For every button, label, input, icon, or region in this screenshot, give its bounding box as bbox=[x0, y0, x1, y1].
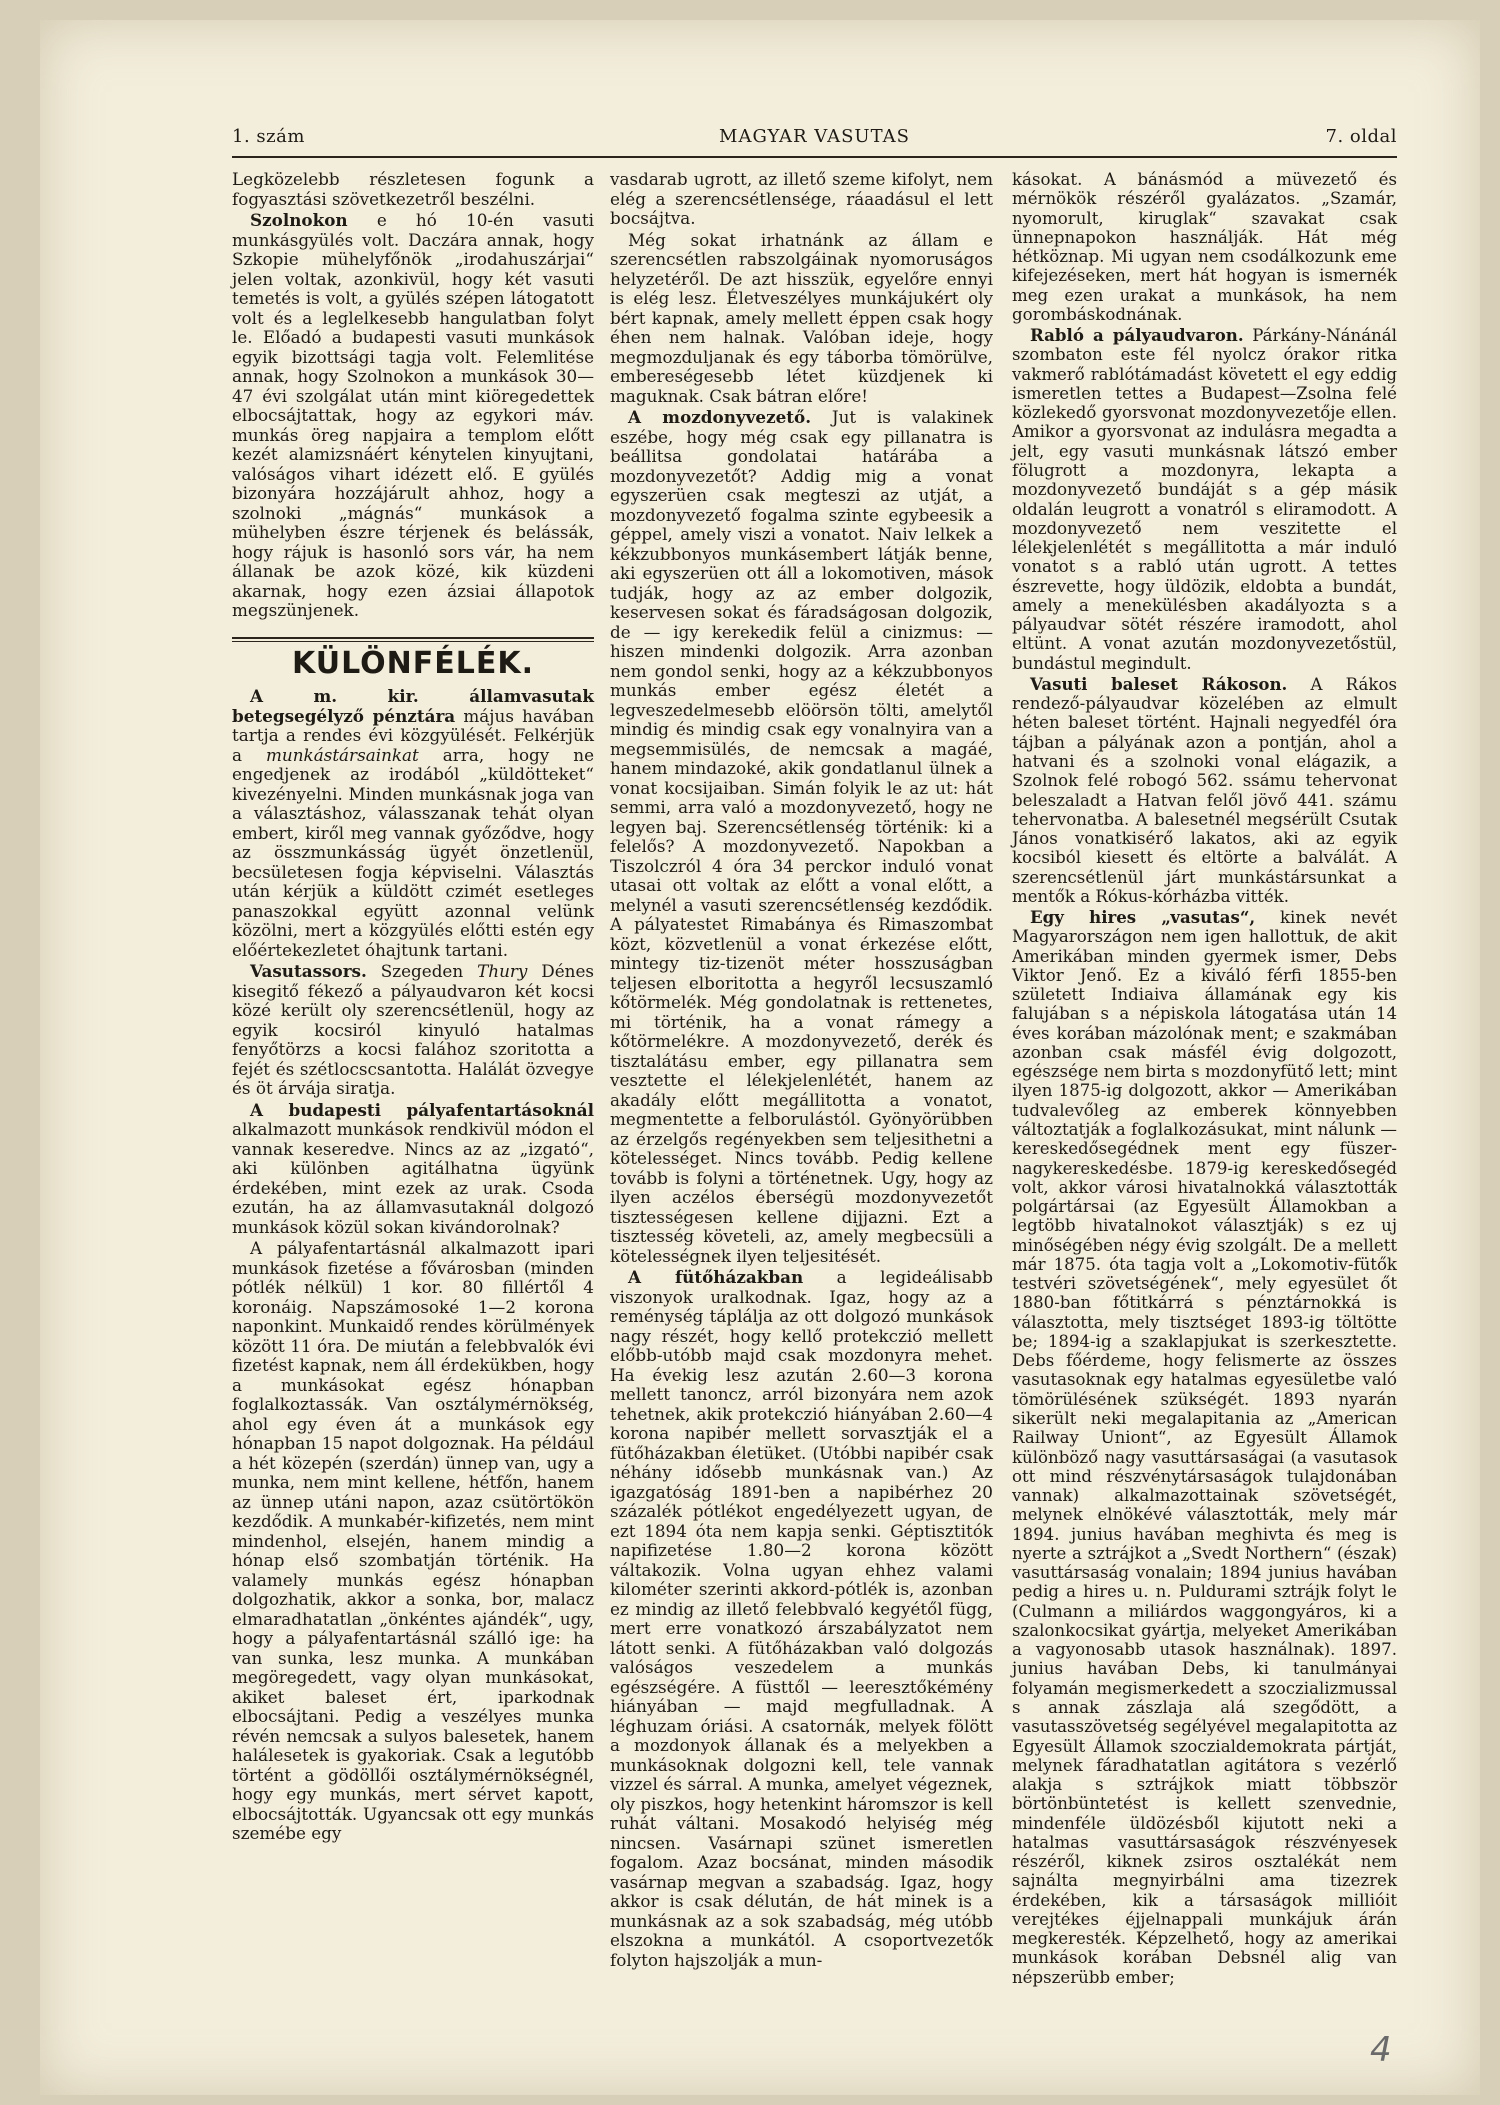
paragraph: A pályafentartásnál alkalmazott ipari munkások fizetése a fővárosban (minden pótlék nélkül) 1 kor. 80 fillértől 4 koronáig. Napszámosoké 1—2 korona naponkint. Munkaidő rendes körülmények között 11 óra. De miután a felebbvalók évi fizetést kapnak, nem áll érdekükben, hogy a munkásokat egész hónapban foglalkoztassák. Van osztálymérnökség, ahol egy éven át a munkások egy hónapban 15 napot dolgoznak. Ha például a hét közepén (szerdán) ünnep van, ugy a munka, nem mint kellene, hétfőn, hanem az ünnep utáni napon, azaz csütörtökön kezdődik. A munkabér-kifizetés, nem mint mindenhol, elsején, hanem mindig a hónap első szombatján történik. Ha valamely munkás egész hónapban dolgozhatik, akkor a sonka, bor, malacz elmaradhatatlan „önkéntes ajándék“, ugy, hogy a pályafentartásnál szálló ige: ha van sunka, lesz munka. A munkában megöregedett, vagy olyan munkásokat, akiket baleset ért, iparkodnak elbocsájtani. Pedig a veszélyes munka révén nemcsak a sulyos balesetek, hanem halálesetek is gyakoriak. Csak a legutóbb történt a gödöllői osztálymérnökségnél, hogy egy munkás, mert sérvet kapott, elbocsájtották. Ugyancsak ott egy munkás szemébe egy bbox=[232, 1238, 594, 1843]
column-2 bbox=[610, 170, 993, 1972]
article-text: Párkány-Nánánál szombaton este fél nyolcz órakor ritka vakmerő rablótámadást követett el egy eddig ismeretlen tettes a Budapest—Zsolna felé közlekedő gyorsvonat mozdonyvezetője ellen. Amikor a gyorsvonat az indulásra megadta a jelt, egy vasuti munkásnak látszó ember fölugrott a mozdonyra, lekapta a mozdonyvezető bundáját s a gép másik oldalán leugrott a vonatról s eliramodott. A mozdonyvezető nem veszitette el lélekjelenlétét s megállitotta a már induló vonatot s a rabló után ugrott. A tettes észrevette, hogy üldözik, eldobta a bundát, amely a menekülésben akadályozta s a pályaudvar sötét részére iramodott, ahol eltünt. A vonat azután mozdonyvezetőstül, bundástul megindult. bbox=[1012, 326, 1397, 673]
page-header bbox=[232, 126, 1397, 158]
newspaper-title: MAGYAR VASUTAS bbox=[719, 126, 910, 147]
article-text: Szegeden bbox=[366, 961, 478, 981]
issue-number: 1. szám bbox=[232, 126, 305, 147]
article-text: Jut is valakinek eszébe, hogy még csak egy pillanatra is beállitsa gondolatai határába a mozdonyvezetőt? Addig mig a vonat egyszerüen csak megteszi az utját, a mozdonyvezető fogalma szinte egybeesik a géppel, amely viszi a vonatot. Naiv lelkek a kékzubbonyos munkásembert látják benne, aki egyszerüen ott áll a lokomotiven, mások tudják, hogy az az ember dolgozik, keservesen sokat és fáradságosan dolgozik, de — igy kerekedik felül a cinizmus: — hiszen mindenki dolgozik. Arra azonban nem gondol senki, hogy az a kékzubbonyos munkás ember egész életét a legveszedelmesebb elöörsön tölti, amelytől mindig és mindig csak egy vonalnyira van a megsemmisülés, de nemcsak a magáé, hanem mindazoké, akik gondatlanul ülnek a vonat kocsijaiban. Simán folyik le az ut: hát semmi, arra való a mozdonyvezető, hogy ne legyen baj. Szerencsétlenség történik: ki a felelős? A mozdonyvezető. Napokban a Tiszolczról 4 óra 34 perckor induló vonat utasai ott voltak az előtt a vonal előtt, a melynél a vasuti szerencsétlenség kezdődik. A pályatestet Rimabánya és Rimaszombat közt, közvetlenül a vonat érkezése előtt, mintegy tiz-tizenöt méter hosszuságban teljesen elboritotta a hegyről lecsuszamló kőtörmelék. Még gondolatnak is rettenetes, mi történik, ha a vonat rámegy a kőtörmelékre. A mozdonyvezető, derék és tisztalátásu ember, egy pillanatra sem vesztette el lélekjelenlétét, hanem az akadály előtt megállitotta a vonatot, megmentette a felborulástól. Gyönyörübben az érzelgős regényekben sem teljesithetni a kötelességet. Nincs tovább. Pedig kellene tovább is folyni a történetnek. Ugy, hogy az ilyen aczélos éberségü mozdonyvezetőt tisztességesen kellene dijjazni. Ezt a tisztesség követeli, az, amely megbecsüli a kötelességnek ilyen teljesitését. bbox=[610, 407, 994, 1266]
article-text: A Rákos rendező-pályaudvar közelében az elmult héten baleset történt. Hajnali negyedfél óra tájban a pályának azon a pontján, ahol a hatvani és a szolnoki vonal elágazik, a Szolnok felé robogó 562. ssámu tehervonat beleszaladt a Hatvan felől jövő 441. számu tehervonatba. A balesetnél megsérült Csutak János vonatkisérő lakatos, aki az egyik kocsiból kiesett és eltörte a balválát. A szerencsétlenül járt munkástársunkat a mentők a Rókus-kórházba vitték. bbox=[1012, 674, 1397, 906]
article-text: Dénes kisegitő fékező a pályaudvaron két kocsi közé került oly szerencsétlenül, hogy az egyik kocsiról kinyuló hatalmas fenyőtörzs a kocsi falához szoritotta a fejét és szétlocscsantotta. Halálát özvegye és öt árvája siratja. bbox=[232, 961, 594, 1098]
article-text: május havában tartja a rendes évi közgyülését. Felkérjük a bbox=[232, 705, 595, 765]
article-lead: A fütőházakban bbox=[628, 1267, 804, 1287]
article-text: a legideálisabb viszonyok uralkodnak. Igaz, hogy az a reménység táplálja az ott dolgozó munkások nagy részét, hogy kellő protekczió mellett előbb-utóbb majd csak mozdonyra mehet. Ha évekig lesz azután 2.60—3 korona mellett tanoncz, arról bizonyára nem azok tehetnek, akik protekczió hiányában 2.60—4 korona napibér mellett sorvasztják el a fütőházakban életüket. (Utóbbi napibér csak néhány idősebb munkásnak van.) Az igazgatóság 1891-ben a napibérhez 20 százalék pótlékot engedélyezett ugyan, de ezt 1894 óta nem kapja senki. Géptisztitók napifizetése 1.80—2 korona között váltakozik. Volna ugyan ehhez valami kilométer szerinti akkord-pótlék is, azonban ez mindig az illető felebbvaló kegyétől függ, mert erre vonatkozó árszabályzatot nem látott senki. A fütőházakban való dolgozás valóságos veszedelem a munkás egészségére. A füsttől — leeresztőkémény hiányában — majd megfulladnak. A léghuzam óriási. A csatornák, melyek fölött a mozdonyok állanak és a melyekben a munkásoknak dolgozni kell, tele vannak vizzel és sárral. A munka, amelyet végeznek, oly piszkos, hogy hetenkint háromszor is kell ruhát váltani. Mosakodó helyiség még nincsen. Vasárnapi szünet ismeretlen fogalom. Azaz bocsánat, minden második vasárnap megvan a szabadság. Igaz, hogy akkor is csak délután, de hát minek is a munkásnak az a sok szabadság, még utóbb elszokna a munkától. A csoportvezetők folyton hajszolják a mun- bbox=[610, 1267, 993, 1970]
pencil-page-mark: 4 bbox=[1370, 2030, 1392, 2070]
article-betegsegelyzo bbox=[232, 687, 594, 960]
section-title: KÜLÖNFÉLÉK. bbox=[292, 645, 534, 681]
paragraph: Még sokat irhatnánk az állam e szerencsétlen rabszolgáinak nyomoruságos helyzetéről. De azt hisszük, egyelőre ennyi is elég lesz. Életveszélyes munkájukért oly bért kapnak, amely mellett éppen csak hogy éhen nem halnak. Valóban ideje, hogy megmozduljanak és egy táborba tömörülve, embereségesebb létet küzdjenek ki maguknak. Csak bátran előre! bbox=[610, 229, 993, 406]
article-lead: Szolnokon bbox=[250, 210, 348, 230]
article-text: arra, hogy ne engedjenek az irodából „küldötteket“ kivezényelni. Minden munkásnak joga van a választáshoz, válasszanak tehát olyan embert, kiről meg vannak győződve, hogy az összmunkásság ügyét önzetlenül, becsületesen fogja képviselni. Választás után kérjük a küldött czimét esetleges panaszokkal együtt azonnal velünk közölni, mert a közgyülés előtti estén egy előértekezletet óhajtunk tartani. bbox=[232, 744, 595, 960]
paragraph: kásokat. A bánásmód a müvezető és mérnökök részéről gyalázatos. „Szamár, nyomorult, kiruglak“ szavakat csak ünnepnapokon használják. Hát még hétköznap. Mi ugyan nem csodálkozunk eme kifejezéseken, mert hát hogyan is ismernék meg ezen urakat a munkások, ha nem gorombáskodnának. bbox=[1012, 170, 1397, 324]
article-lead: Egy hires „vasutas“, bbox=[1030, 907, 1256, 928]
article-szolnok bbox=[232, 211, 594, 621]
article-rablo bbox=[1012, 326, 1397, 673]
article-lead: Vasutassors. bbox=[250, 961, 367, 981]
column-1 bbox=[232, 170, 594, 1846]
article-text: e hó 10-én vasuti munkásgyülés volt. Daczára annak, hogy Szkopie mühelyfőnök „irodahuszárjai“ jelen voltak, azonkivül, hogy két vasuti temetés is volt, a gyülés szépen látogatott volt és a leglelkesebb hangulatban folyt le. Előadó a budapesti vasuti munkások egyik bizottsági tagja volt. Felemlitése annak, hogy Szolnokon a munkások 30—47 évi szolgálat után mint kiöregedettek elbocsájtattak, hogy az egykori máv. munkás öreg napjaira a templom előtt kezét alamizsnáért kénytelen kinyujtani, valóságos vihart idézett elő. E gyülés bizonyára hozzájárult ahhoz, hogy a szolnoki „mágnás“ munkások a mühelyben észre térjenek és belássák, hogy rájuk is hasonló sors vár, ha nem állanak be azok közé, kik küzdeni akarnak, hogy ezen ázsiai állapotok megszünjenek. bbox=[232, 210, 594, 620]
article-debs bbox=[1012, 908, 1397, 1987]
paragraph: vasdarab ugrott, az illető szeme kifolyt, nem elég a szerencsétlensége, ráaadásul el lett bocsájtva. bbox=[610, 169, 993, 228]
column-3 bbox=[1012, 170, 1397, 1989]
page-number: 7. oldal bbox=[1325, 126, 1397, 147]
article-lead: A mozdonyvezető. bbox=[628, 407, 812, 427]
article-vasutassors bbox=[232, 962, 594, 1099]
article-text: alkalmazott munkások rendkivül módon el vannak keseredve. Nincs az az „izgató“, aki különben agitálhatna ügyünk érdekében, mint ezek az urak. Csoda ezután, ha az államvasutaknál dolgozó munkások közül sokan kivándorolnak? bbox=[232, 1119, 594, 1237]
article-mozdonyvezeto bbox=[610, 408, 993, 1266]
article-lead: A m. kir. államvasutak betegsegélyző pénztára bbox=[232, 686, 594, 726]
paragraph: Legközelebb részletesen fogunk a fogyasztási szövetkezetről beszélni. bbox=[232, 169, 594, 209]
article-lead: Vasuti baleset Rákoson. bbox=[1030, 673, 1288, 694]
article-futohazak bbox=[610, 1268, 993, 1970]
article-palyafentartas bbox=[232, 1101, 594, 1238]
article-lead: Rabló a pályaudvaron. bbox=[1030, 325, 1244, 346]
article-text: kinek nevét Magyarországon nem igen hallottuk, de akit Amerikában minden gyermek ismer, Debs Viktor Jenő. Ez a kiváló férfi 1855-ben született Indiaiva államának egy kis falujában s a népiskola látogatása után 14 éves korában mázolónak ment; e szakmában azonban csak másfél évig dolgozott, egészsége nem birta s mozdonyfütő lett; mint ilyen 1875-ig dolgozott, akkor — Amerikában tudvalevőleg az emberek könnyebben változtatják a foglalkozásukat, mint nálunk — kereskedősegédnek ment egy füszer-nagykereskedésbe. 1879-ig kereskedősegéd volt, akkor városi hivatalnokká választották polgártársai (az Egyesült Államokban a legtöbb hivatalnokot választják) s ez uj minőségében négy évig szolgált. De a mellett már 1875. óta tagja volt a „Lokomotiv-fütők testvéri szövetségének“, mely egyesület őt 1880-ban főtitkárrá s pénztárnokká is választotta, mely tisztséget 1893-ig töltötte be; 1894-ig a szaklapjukat is szerkesztette. Debs főérdeme, hogy felismerte az összes vasutasoknak egy hatalmas egyesületbe való tömörülésének szükségét. 1893 nyarán sikerült neki megalapitania az „American Railway Uniont“, az Egyesült Államok különböző nagy vasuttársaságai (a vasutasok ott mind részvénytársaságok tulajdonában vannak) alkalmazottainak szövetségét, melynek elnökévé választották, mely már 1894. junius havában meghivta és meg is nyerte a sztrájkot a „Svedt Northern“ (észak) vasuttársaság vonalain; 1894 junius havában pedig a hires u. n. Puldurami sztrájk folyt le (Culmann a miliárdos waggongyáros, ki a szalonkocsikat gyártja, melyeket Amerikában a vagyonosabb utasok használnak). 1897. junius havában Debs, ki tanulmányai folyamán megismerkedett a szoczializmussal s annak zászlaja alá szegődött, a vasutasszövetség segélyével megalapitotta az Egyesült Államok szoczialdemokrata pártját, melynek fáradhatatlan agitátora s vezérlő alakja s sztrájkok miatt többször börtönbüntetést is kellett szenvednie, mindenféle üldözésből kijutott neki a hatalmas vasuttársaságok részvényesek részéről, kiknek zsiros osztalékát nem sajnálta megnyirbálni ama tizezrek érdekében, kik a társaságok millióit verejtékes éjjelnappali munkájuk árán megkeresték. Képzelhető, hogy az amerikai munkások korában Debsnél alig van népszerübb ember; bbox=[1012, 908, 1397, 1987]
article-rakos bbox=[1012, 675, 1397, 906]
article-text-italic: munkástársainkat bbox=[266, 744, 419, 765]
article-text-italic: Thury bbox=[477, 961, 528, 981]
divider bbox=[232, 637, 594, 642]
article-lead: A budapesti pályafentartásoknál bbox=[250, 1099, 594, 1120]
